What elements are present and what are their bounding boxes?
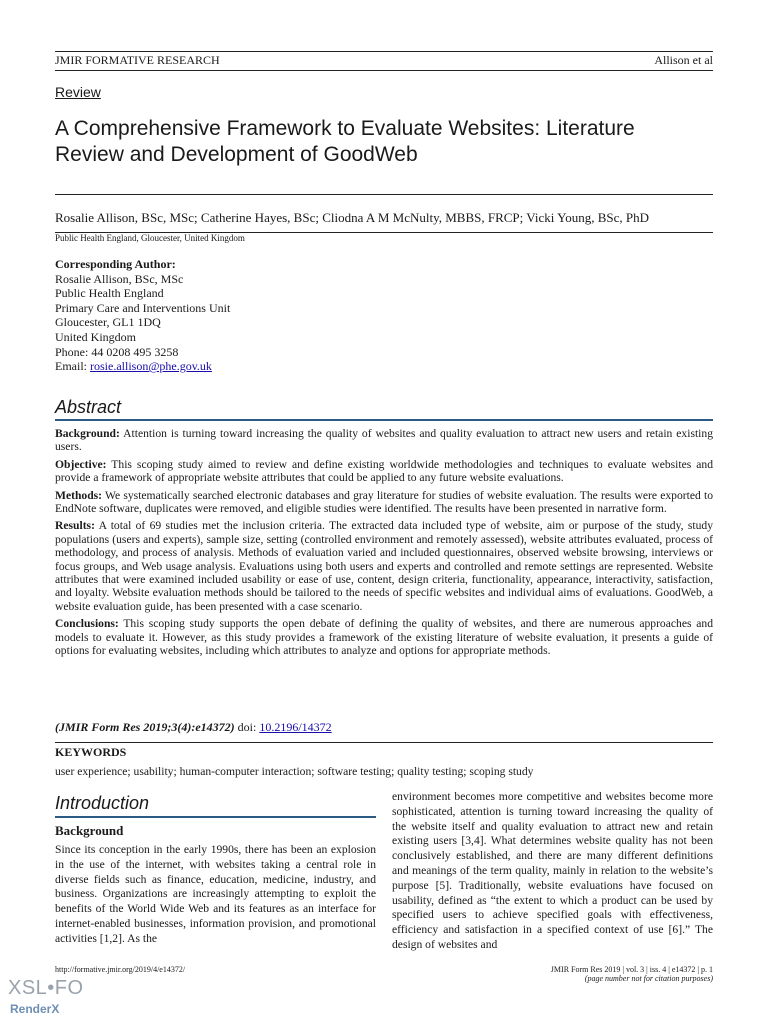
corr-line: Rosalie Allison, BSc, MSc bbox=[55, 271, 184, 286]
corresponding-author bbox=[55, 257, 230, 374]
footer-note: (page number not for citation purposes) bbox=[584, 974, 713, 983]
section-label: Background: bbox=[55, 427, 120, 440]
corr-line: United Kingdom bbox=[55, 329, 136, 344]
abstract-body bbox=[55, 427, 713, 662]
corr-line: Primary Care and Interventions Unit bbox=[55, 300, 231, 315]
doi-link[interactable]: 10.2196/14372 bbox=[259, 720, 332, 734]
keywords-heading: KEYWORDS bbox=[55, 745, 127, 759]
title-rule bbox=[55, 194, 713, 195]
affiliation: Public Health England, Gloucester, United Kingdom bbox=[55, 233, 245, 243]
renderx-watermark: RenderX bbox=[10, 1002, 60, 1016]
introduction-heading: Introduction bbox=[55, 793, 150, 813]
authors-short: Allison et al bbox=[654, 53, 713, 67]
abstract-heading: Abstract bbox=[55, 397, 122, 417]
section-text: We systematically searched electronic databases and gray literature for studies of website evaluation. The results were exported to EndNote software, duplicates were removed, and eligible studies were identified. The results have been presented in narrative form. bbox=[55, 488, 713, 516]
keywords-list: user experience; usability; human-computer interaction; software testing; quality testing; scoping study bbox=[55, 765, 534, 778]
title-line-1: A Comprehensive Framework to Evaluate Websites: Literature bbox=[55, 117, 635, 140]
article-type: Review bbox=[55, 84, 101, 100]
article-title bbox=[55, 116, 715, 168]
abstract-methods bbox=[55, 489, 713, 516]
intro-right-text: environment becomes more competitive and websites become more sophisticated, attention is turning toward increasing the quality of the website itself and quality evaluation to attract new and retain existing users [3,4]. What determines website quality has not been conclusively established, and there are many different definitions and meanings of the term quality, mainly in relation to the website’s purpose [5]. Traditionally, website evaluations have focused on usability, defined as “the extent to which a product can be used by specified users to achieve specified goals with effectiveness, efficiency and satisfaction in a specified context of use [6].” The design of websites and bbox=[392, 790, 713, 951]
section-label: Objective: bbox=[55, 457, 107, 471]
section-label: Conclusions: bbox=[55, 617, 119, 631]
citation-ref: (JMIR Form Res 2019;3(4):e14372) bbox=[55, 720, 235, 734]
section-text: A total of 69 studies met the inclusion criteria. The extracted data included type of website, aim or purpose of the study, study populations (users and experts), sample size, setting (controlled environment and remotely assessed), website attributes evaluated, process of methodology, and process of analysis. Methods of evaluation varied and included questionnaires, observed website browsing, interviews or focus groups, and Web usage analysis. Evaluations using both users and experts and controlled and remote settings are represented. Website attributes that were examined included usability or ease of use, content, design criteria, functionality, appearance, interactivity, satisfaction, and loyalty. Website evaluation methods should be tailored to the needs of specific websites and individual aims of evaluations. GoodWeb, a website evaluation guide, has been presented with a case scenario. bbox=[55, 519, 713, 613]
top-rule bbox=[55, 51, 713, 52]
corr-line: Public Health England bbox=[55, 286, 164, 301]
email-label: Email: bbox=[55, 359, 90, 374]
corr-email-row bbox=[55, 359, 230, 374]
corr-line: Gloucester, GL1 1DQ bbox=[55, 315, 161, 330]
keywords-rule bbox=[55, 742, 713, 743]
intro-left-text: Since its conception in the early 1990s, there has been an explosion in the use of the internet, with websites taking a central role in diverse fields such as finance, education, medicine, industry, and business. Organizations are increasingly attempting to exploit the benefits of the World Wide Web and its features as an interface for internet-enabled businesses, information provision, and promotional activities [1,2]. As the bbox=[55, 843, 376, 945]
footer-info bbox=[551, 965, 713, 983]
section-label: Methods: bbox=[55, 488, 103, 502]
section-text: This scoping study supports the open debate of defining the quality of websites, and there are numerous approaches and models to evaluate it. However, as this study provides a framework of the existing literature of website evaluation, it presents a guide of options for evaluating websites, including which attributes to analyze and options for appropriate methods. bbox=[55, 617, 713, 658]
doi-label: doi: bbox=[234, 720, 260, 734]
footer-journal-info: JMIR Form Res 2019 | vol. 3 | iss. 4 | e14372 | p. 1 bbox=[550, 965, 713, 974]
section-label: Results: bbox=[55, 519, 95, 533]
title-line-2: Review and Development of GoodWeb bbox=[55, 143, 418, 166]
header-rule bbox=[55, 70, 713, 71]
email-link[interactable]: rosie.allison@phe.gov.uk bbox=[90, 359, 212, 374]
abstract-background bbox=[55, 427, 713, 454]
citation-line bbox=[55, 720, 332, 735]
intro-left-column bbox=[55, 843, 376, 947]
introduction-rule bbox=[55, 816, 376, 818]
footer-url: http://formative.jmir.org/2019/4/e14372/ bbox=[55, 965, 186, 974]
abstract-conclusions bbox=[55, 617, 713, 657]
abstract-objective bbox=[55, 458, 713, 485]
corr-line: Phone: 44 0208 495 3258 bbox=[55, 344, 179, 359]
section-text: This scoping study aimed to review and define existing worldwide methodologies and techniques to evaluate websites and provide a framework of appropriate website attributes that could be applied to any future website evaluations. bbox=[55, 457, 713, 485]
abstract-results bbox=[55, 519, 713, 613]
intro-right-column bbox=[392, 790, 713, 952]
background-subheading: Background bbox=[55, 823, 124, 838]
section-text: Attention is turning toward increasing the quality of websites and quality evaluation to attract new users and retain existing users. bbox=[55, 427, 713, 454]
journal-name: JMIR FORMATIVE RESEARCH bbox=[55, 53, 220, 67]
author-list: Rosalie Allison, BSc, MSc; Catherine Hayes, BSc; Cliodna A M McNulty, MBBS, FRCP; Vicki Young, BSc, PhD bbox=[55, 210, 650, 225]
abstract-rule bbox=[55, 419, 713, 421]
xslfo-watermark: XSL•FO bbox=[8, 977, 84, 999]
corresponding-heading: Corresponding Author: bbox=[55, 257, 176, 271]
